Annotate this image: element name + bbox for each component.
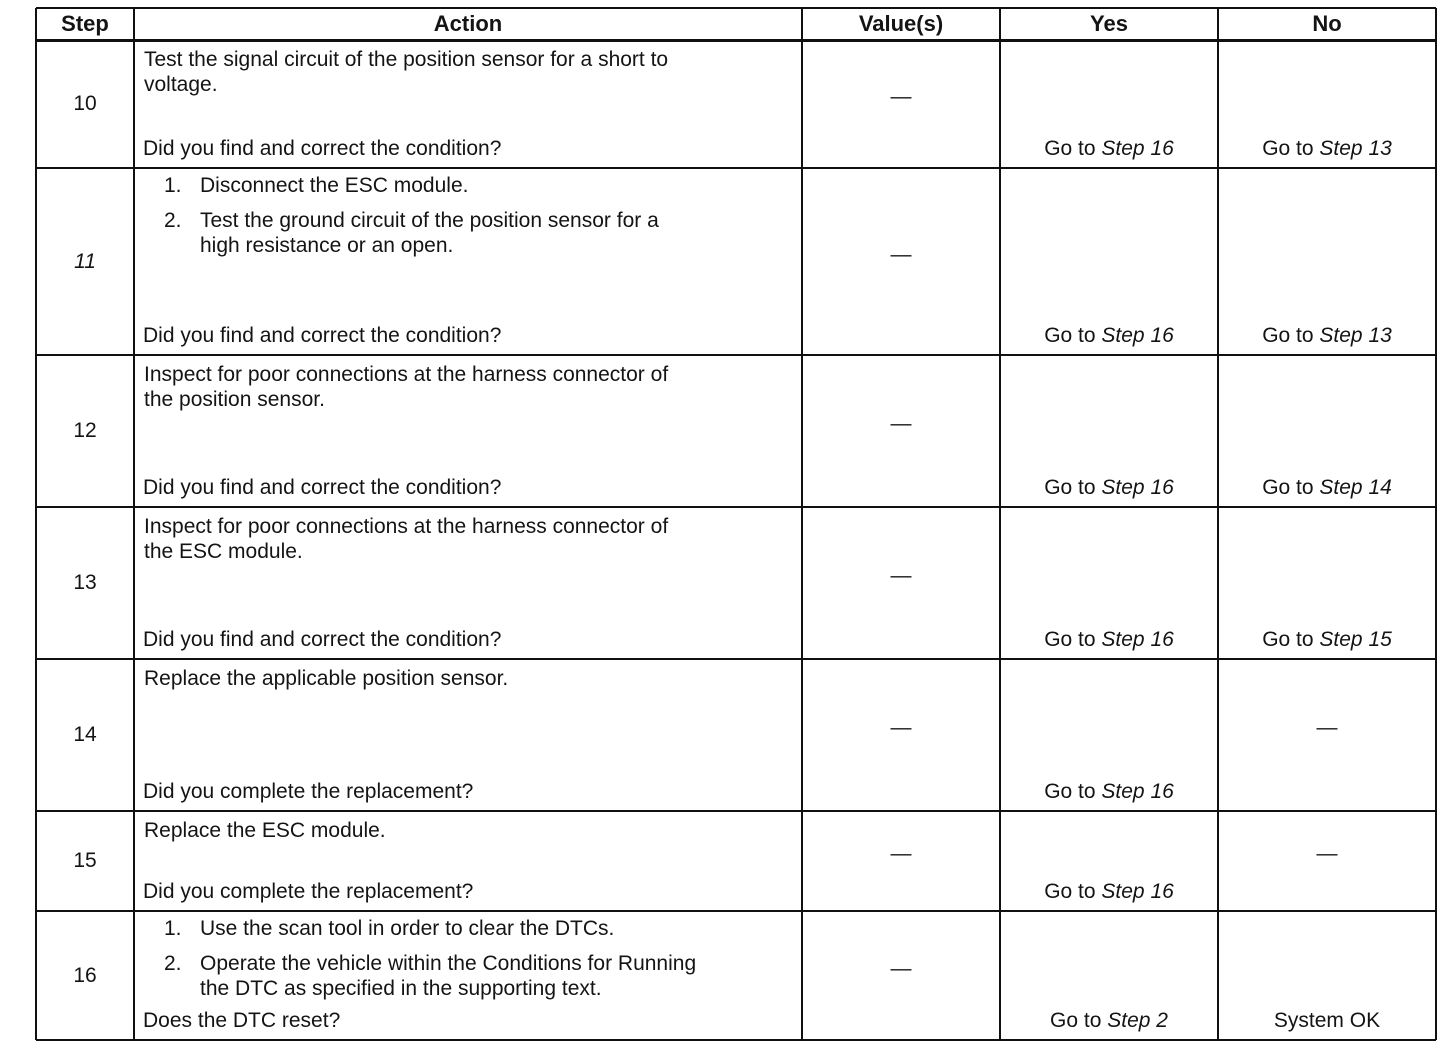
no-goto-link[interactable] <box>1218 136 1436 162</box>
row-divider <box>36 39 1436 42</box>
action-question: Did you find and correct the condition? <box>143 137 502 160</box>
action-text: Replace the applicable position sensor. <box>144 667 509 690</box>
no-goto-link[interactable] <box>1218 323 1436 349</box>
yes-goto-link[interactable] <box>1000 323 1218 349</box>
row-divider <box>36 167 1436 169</box>
step-number: 16 <box>73 963 97 987</box>
row-divider <box>36 810 1436 812</box>
step-item-number: 1. <box>164 917 182 940</box>
step-item-text: Operate the vehicle within the Conditions for Running <box>200 952 697 975</box>
yes-goto-link[interactable] <box>1000 475 1218 501</box>
goto-prefix: Go to <box>1262 628 1314 651</box>
goto-prefix: Go to <box>1044 137 1096 160</box>
action-text: Test the signal circuit of the position sensor for a short to <box>144 48 669 71</box>
goto-prefix: Go to <box>1050 1009 1102 1032</box>
step-item-text: Use the scan tool in order to clear the DTCs. <box>200 917 615 940</box>
goto-step-target: Step 16 <box>1101 628 1174 651</box>
header-yes: Yes <box>1090 11 1128 36</box>
action-text: Replace the ESC module. <box>144 819 386 842</box>
value-dash: — <box>890 412 912 435</box>
goto-step-target: Step 13 <box>1319 137 1392 160</box>
step-number: 13 <box>73 571 97 594</box>
yes-goto-link[interactable] <box>1000 627 1218 653</box>
step-number: 12 <box>73 419 97 442</box>
value-dash: — <box>890 85 912 108</box>
column-divider <box>133 8 135 1040</box>
header-values: Value(s) <box>858 11 944 36</box>
goto-prefix: Go to <box>1044 476 1096 499</box>
action-question: Does the DTC reset? <box>143 1009 341 1032</box>
action-question: Did you complete the replacement? <box>143 880 474 903</box>
action-text: the ESC module. <box>144 540 303 563</box>
row-divider <box>36 1039 1436 1041</box>
header-step: Step <box>61 11 109 36</box>
value-dash: — <box>890 956 912 980</box>
goto-prefix: Go to <box>1262 476 1314 499</box>
goto-step-target: Step 16 <box>1101 476 1174 499</box>
goto-prefix: Go to <box>1044 880 1096 903</box>
value-dash: — <box>890 716 912 739</box>
goto-prefix: Go to <box>1044 324 1096 347</box>
goto-step-target: Step 16 <box>1101 137 1174 160</box>
row-divider <box>36 910 1436 912</box>
goto-prefix: Go to <box>1262 324 1314 347</box>
goto-step-target: Step 15 <box>1319 628 1392 651</box>
action-text: voltage. <box>144 73 218 96</box>
step-item-number: 2. <box>164 952 182 975</box>
header-action: Action <box>433 11 503 36</box>
no-dash: — <box>1316 842 1338 865</box>
goto-prefix: Go to <box>1044 628 1096 651</box>
step-number: 15 <box>73 849 97 872</box>
action-text: the position sensor. <box>144 388 325 411</box>
step-item-text: the DTC as specified in the supporting text. <box>200 977 602 1000</box>
value-dash: — <box>890 564 912 587</box>
goto-step-target: Step 16 <box>1101 780 1174 803</box>
value-dash: — <box>890 842 912 865</box>
step-item-text: high resistance or an open. <box>200 234 454 257</box>
step-item-number: 1. <box>164 174 182 197</box>
column-divider <box>35 8 37 1040</box>
row-divider <box>36 658 1436 660</box>
step-number: 10 <box>73 92 97 115</box>
goto-step-target: Step 14 <box>1319 476 1392 499</box>
step-number: 11 <box>74 249 96 273</box>
value-dash: — <box>890 242 912 266</box>
yes-goto-link[interactable] <box>1000 779 1218 805</box>
no-goto-link[interactable] <box>1218 475 1436 501</box>
goto-prefix: Go to <box>1044 780 1096 803</box>
step-item-text: Disconnect the ESC module. <box>200 174 469 197</box>
goto-step-target: Step 16 <box>1101 324 1174 347</box>
no-outcome: System OK <box>1273 1009 1381 1032</box>
step-item-text: Test the ground circuit of the position sensor for a <box>200 209 659 232</box>
column-divider <box>801 8 803 1040</box>
header-no: No <box>1312 11 1342 36</box>
action-text: Inspect for poor connections at the harness connector of <box>144 363 669 386</box>
action-question: Did you find and correct the condition? <box>143 628 502 651</box>
no-dash: — <box>1316 716 1338 739</box>
goto-step-target: Step 2 <box>1107 1009 1168 1032</box>
yes-goto-link[interactable] <box>1000 136 1218 162</box>
step-item-number: 2. <box>164 209 182 232</box>
action-question: Did you find and correct the condition? <box>143 476 502 499</box>
yes-goto-link[interactable] <box>1000 879 1218 905</box>
yes-goto-link[interactable] <box>1000 1008 1218 1034</box>
goto-step-target: Step 13 <box>1319 324 1392 347</box>
column-divider <box>1435 8 1437 1040</box>
goto-step-target: Step 16 <box>1101 880 1174 903</box>
action-text: Inspect for poor connections at the harness connector of <box>144 515 669 538</box>
step-number: 14 <box>73 723 97 746</box>
row-divider <box>36 354 1436 356</box>
row-divider <box>36 506 1436 508</box>
action-question: Did you find and correct the condition? <box>143 324 502 347</box>
row-divider <box>36 7 1436 9</box>
no-goto-link[interactable] <box>1218 627 1436 653</box>
action-question: Did you complete the replacement? <box>143 780 474 803</box>
goto-prefix: Go to <box>1262 137 1314 160</box>
